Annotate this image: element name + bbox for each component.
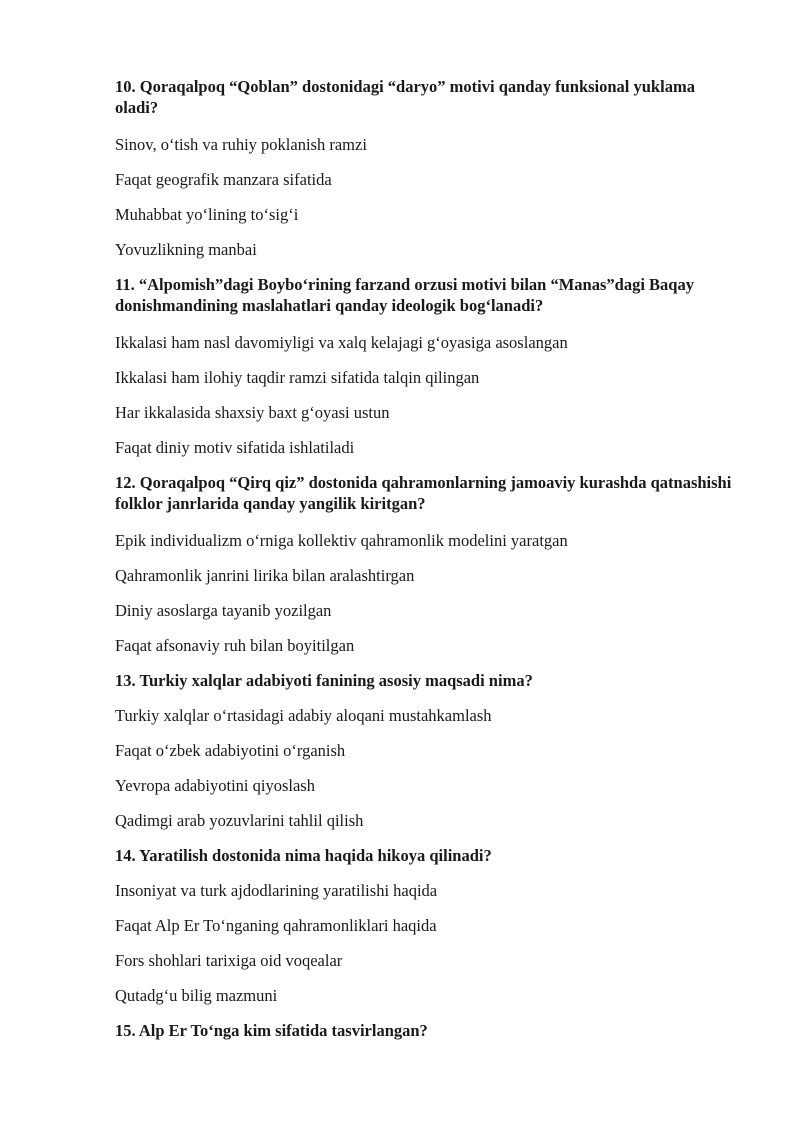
- question-10: 10. Qoraqalpoq “Qoblan” dostonidagi “daryo” motivi qanday funksional yuklama oladi?: [115, 77, 695, 117]
- question-14-option-4: Qutadg‘u bilig mazmuni: [115, 986, 278, 1005]
- question-14-option-3: Fors shohlari tarixiga oid voqealar: [115, 951, 343, 970]
- question-10-option-4: Yovuzlikning manbai: [115, 240, 257, 259]
- question-12-option-4: Faqat afsonaviy ruh bilan boyitilgan: [115, 636, 355, 655]
- question-12-option-3: Diniy asoslarga tayanib yozilgan: [115, 601, 332, 620]
- question-10-option-1: Sinov, o‘tish va ruhiy poklanish ramzi: [115, 135, 367, 154]
- question-13-option-2: Faqat o‘zbek adabiyotini o‘rganish: [115, 741, 346, 760]
- question-14-option-2: Faqat Alp Er To‘nganing qahramonliklari haqida: [115, 916, 437, 935]
- question-13-option-3: Yevropa adabiyotini qiyoslash: [115, 776, 315, 795]
- question-13-option-1: Turkiy xalqlar o‘rtasidagi adabiy aloqani mustahkamlash: [115, 706, 492, 725]
- question-11-option-1: Ikkalasi ham nasl davomiyligi va xalq kelajagi g‘oyasiga asoslangan: [115, 333, 568, 352]
- question-11: 11. “Alpomish”dagi Boybo‘rining farzand orzusi motivi bilan “Manas”dagi Baqay donishmandining maslahatlari qanday ideologik bog‘lanadi?: [115, 275, 694, 315]
- question-15: 15. Alp Er To‘nga kim sifatida tasvirlangan?: [115, 1021, 428, 1040]
- question-14: 14. Yaratilish dostonida nima haqida hikoya qilinadi?: [115, 846, 492, 865]
- question-14-option-1: Insoniyat va turk ajdodlarining yaratilishi haqida: [115, 881, 438, 900]
- question-13: 13. Turkiy xalqlar adabiyoti fanining asosiy maqsadi nima?: [115, 671, 533, 690]
- question-10-option-2: Faqat geografik manzara sifatida: [115, 170, 332, 189]
- question-11-option-3: Har ikkalasida shaxsiy baxt g‘oyasi ustun: [115, 403, 390, 422]
- question-12-option-2: Qahramonlik janrini lirika bilan aralashtirgan: [115, 566, 415, 585]
- question-11-option-4: Faqat diniy motiv sifatida ishlatiladi: [115, 438, 355, 457]
- question-11-option-2: Ikkalasi ham ilohiy taqdir ramzi sifatida talqin qilingan: [115, 368, 480, 387]
- question-13-option-4: Qadimgi arab yozuvlarini tahlil qilish: [115, 811, 364, 830]
- question-12-option-1: Epik individualizm o‘rniga kollektiv qahramonlik modelini yaratgan: [115, 531, 568, 550]
- question-10-option-3: Muhabbat yo‘lining to‘sig‘i: [115, 205, 299, 224]
- question-12: 12. Qoraqalpoq “Qirq qiz” dostonida qahramonlarning jamoaviy kurashda qatnashishi folklor janrlarida qanday yangilik kiritgan?: [115, 473, 732, 513]
